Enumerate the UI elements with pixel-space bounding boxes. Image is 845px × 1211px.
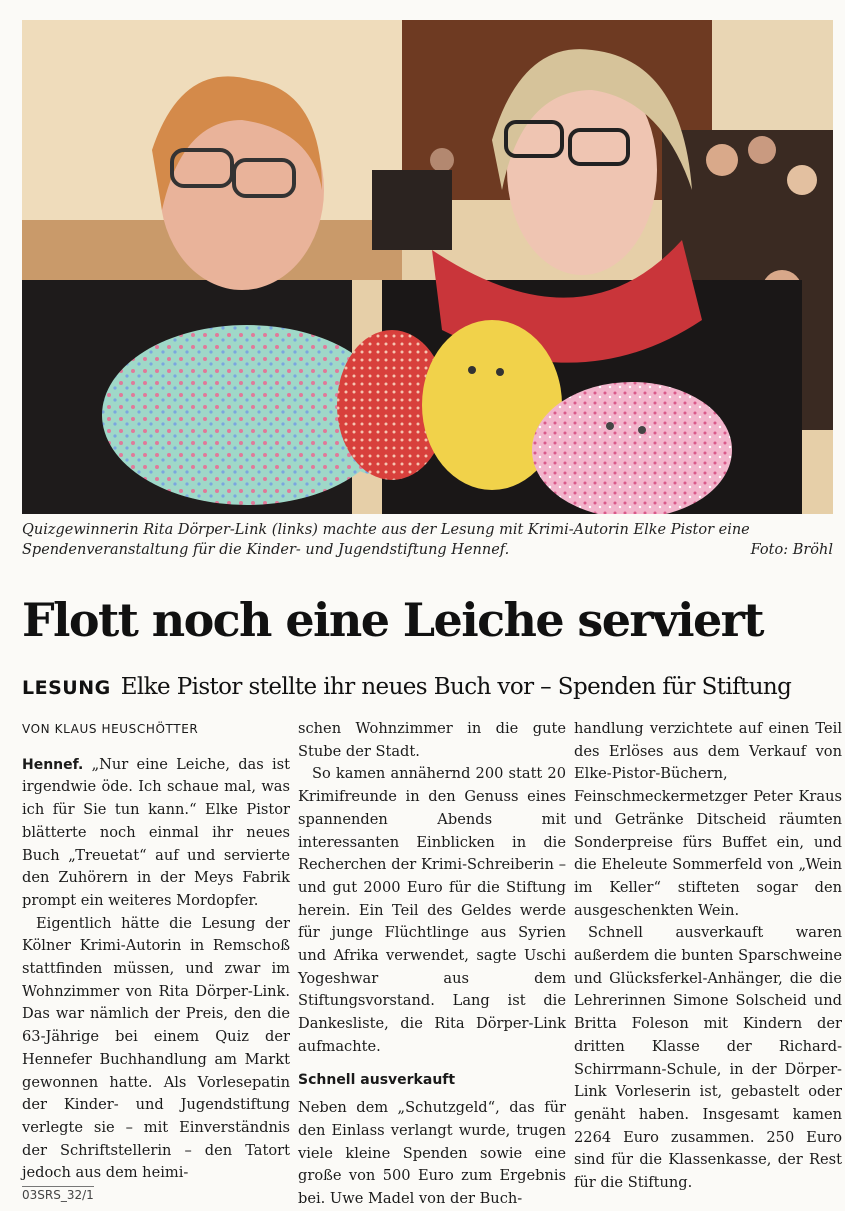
paragraph-1 [22, 754, 290, 913]
byline: VON KLAUS HEUSCHÖTTER [22, 722, 199, 736]
photo-caption [22, 520, 833, 560]
column-3 [574, 718, 842, 1195]
photo-two-women-with-piggy-banks [22, 20, 833, 514]
subheadline [22, 670, 833, 705]
column-2 [298, 718, 566, 1211]
dateline: Hennef. [22, 756, 84, 773]
column-1 [22, 718, 290, 1185]
section-heading: Schnell ausverkauft [298, 1071, 456, 1088]
paragraph-4: Neben dem „Schutzgeld“, das für den Einlass verlangt wurde, trugen viele kleine Spenden sowie eine große von 500 Euro zum Ergebnis bei. Uwe Madel von der Buch- [298, 1099, 566, 1208]
article-photo [22, 20, 833, 514]
headline: Flott noch eine Leiche serviert [22, 593, 763, 647]
paragraph-5: Schnell ausverkauft waren außerdem die bunten Sparschweine und Glücksferkel-Anhänger, die die Lehrerinnen Simone Solscheid und Britta Foleson mit Kindern der dritten Klasse der Richard-Schirrmann-Schule, in der Dörper-Link Vorleserin ist, gebastelt oder genäht haben. Insgesamt kamen 2264 Euro zusammen. 250 Euro sind für die Klassenkasse, der Rest für die Stiftung. [574, 924, 842, 1192]
paragraph-2-continued: schen Wohnzimmer in die gute Stube der Stadt. [298, 720, 566, 760]
subheadline-text: Elke Pistor stellte ihr neues Buch vor – Spenden für Stiftung [120, 674, 792, 700]
caption-text: Quizgewinnerin Rita Dörper-Link (links) machte aus der Lesung mit Krimi-Autorin Elke Pistor eine Spendenveranstaltung für die Kinder- und Jugendstiftung Hennef. [22, 522, 750, 558]
paragraph-2: Eigentlich hätte die Lesung der Kölner Krimi-Autorin in Remschoß stattfinden müssen, und zwar im Wohnzimmer von Rita Dörper-Link. Das war nämlich der Preis, den die 63-Jährige bei einem Quiz der Hennefer Buchhandlung am Markt gewonnen hatte. Als Vorlesepatin der Kinder- und Jugendstiftung verlegte sie – mit Einverständnis der Schriftstellerin – den Tatort jedoch aus dem heimi- [22, 914, 290, 1182]
photo-credit: Foto: Bröhl [750, 542, 833, 558]
paragraph-1-text: „Nur eine Leiche, das ist irgendwie öde. Ich schaue mal, was ich für Sie tun kann.“ Elke Pistor blätterte noch einmal ihr neues Buch „Treuetat“ auf und servierte den Zuhörern in der Meys Fabrik prompt ein weiteres Mordopfer. [22, 755, 291, 909]
paragraph-4-continued: handlung verzichtete auf einen Teil des Erlöses aus dem Verkauf von Elke-Pistor-Büchern, Feinschmeckermetzger Peter Kraus und Getränke Ditscheid räumten Sonderpreise fürs Buffet ein, und die Eheleute Sommerfeld von „Wein im Keller“ stifteten sogar den ausgeschenkten Wein. [574, 720, 842, 919]
kicker: LESUNG [22, 677, 111, 699]
page-code: 03SRS_32/1 [22, 1188, 94, 1202]
paragraph-3: So kamen annähernd 200 statt 20 Krimifreunde in den Genuss eines spannenden Abends mit interessanten Einblicken in die Recherchen der Krimi-Schreiberin – und gut 2000 Euro für die Stiftung herein. Ein Teil des Geldes werde für junge Flüchtlinge aus Syrien und Afrika verwendet, sagte Uschi Yogeshwar aus dem Stiftungsvorstand. Lang ist die Dankesliste, die Rita Dörper-Link aufmachte. [298, 765, 566, 1055]
